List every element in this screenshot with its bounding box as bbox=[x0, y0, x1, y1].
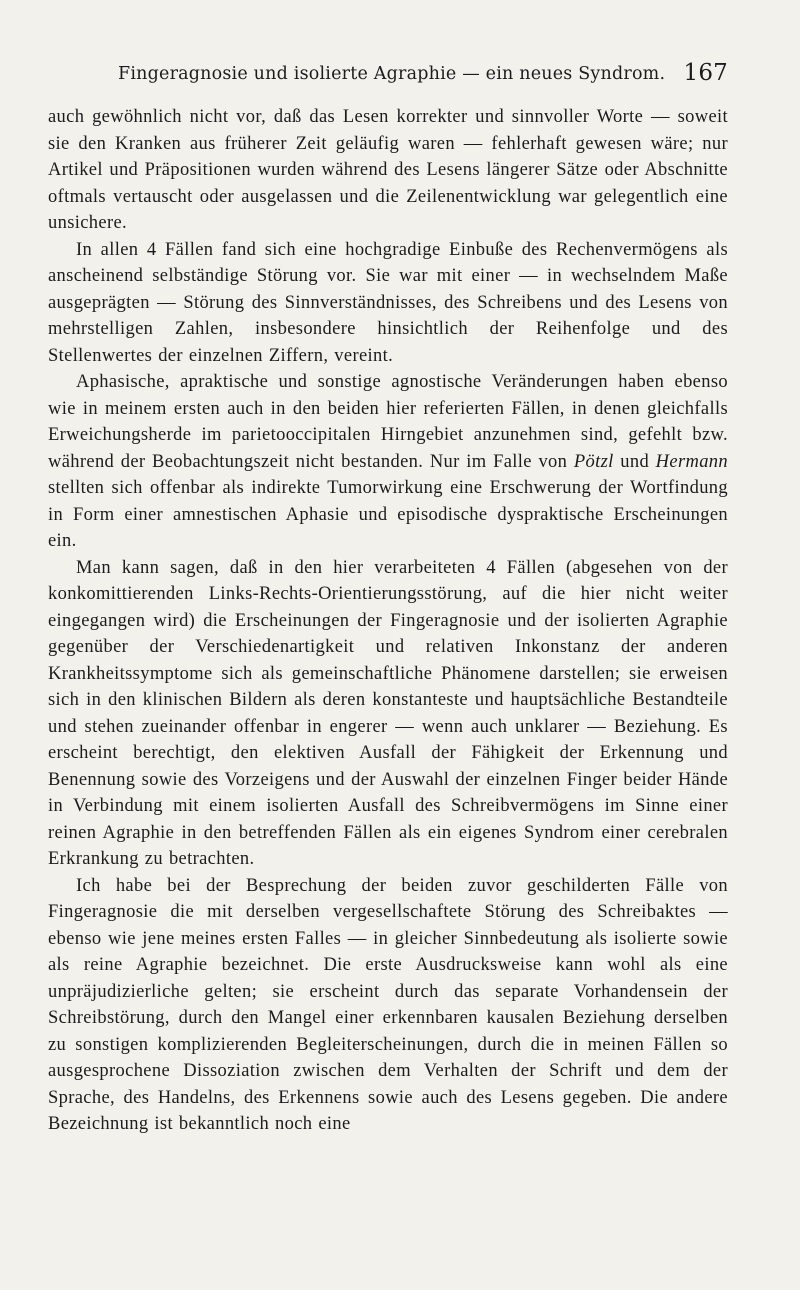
paragraph-3 bbox=[48, 369, 728, 555]
paragraph-2: In allen 4 Fällen fand sich eine hochgradige Einbuße des Rechenvermögens als anscheinend selbständige Störung vor. Sie war mit einer — in wechselndem Maße ausgeprägten — Störung des Sinnverständnisses, des Schreibens und des Lesens von mehrstelligen Zahlen, insbesondere hinsichtlich der Reihenfolge und des Stellenwertes der einzelnen Ziffern, vereint. bbox=[48, 239, 728, 366]
paragraph-3-mid: und bbox=[613, 451, 656, 472]
page-number: 167 bbox=[683, 60, 728, 86]
body-text bbox=[48, 104, 728, 1138]
paragraph-5: Ich habe bei der Besprechung der beiden zuvor geschilderten Fälle von Fingeragnosie die mit derselben vergesellschaftete Störung des Schreibaktes — ebenso wie jene meines ersten Falles — in gleicher Sinnbedeutung als isolierte sowie als reine Agraphie bezeichnet. Die erste Ausdrucksweise kann wohl als eine unpräjudizierliche gelten; sie erscheint durch das separate Vorhandensein der Schreibstörung, durch den Mangel einer erkennbaren kausalen Beziehung derselben zu sonstigen komplizierenden Begleiterscheinungen, durch die in meinen Fällen so ausgesprochene Dissoziation zwischen dem Verhalten der Schrift und dem der Sprache, des Handelns, des Erkennens sowie auch des Lesens gegeben. Die andere Bezeichnung ist bekanntlich noch eine bbox=[48, 875, 728, 1134]
paragraph-4: Man kann sagen, daß in den hier verarbeiteten 4 Fällen (abgesehen von der konkomittierenden Links-Rechts-Orientierungsstörung, auf die hier nicht weiter eingegangen wird) die Erscheinungen der Fingeragnosie und der isolierten Agraphie gegenüber der Verschiedenartigkeit und relativen Inkonstanz der anderen Krankheitssymptome sich als gemeinschaftliche Phänomene darstellen; sie erweisen sich in den klinischen Bildern als deren konstanteste und hauptsächliche Bestandteile und stehen zueinander offenbar in engerer — wenn auch unklarer — Beziehung. Es erscheint berechtigt, den elektiven Ausfall der Fähigkeit der Erkennung und Benennung sowie des Vorzeigens und der Auswahl der einzelnen Finger beider Hände in Verbindung mit einem isolierten Ausfall des Schreibvermögens im Sinne einer reinen Agraphie in den betreffenden Fällen als ein eigenes Syndrom einer cerebralen Erkrankung zu betrachten. bbox=[48, 557, 728, 869]
running-header bbox=[118, 60, 728, 92]
paragraph-1: auch gewöhnlich nicht vor, daß das Lesen korrekter und sinnvoller Worte — soweit sie den Kranken aus früherer Zeit geläufig waren — fehlerhaft gewesen wäre; nur Artikel und Präpositionen wurden während des Lesens längerer Sätze oder Abschnitte oftmals vertauscht oder ausgelassen und die Zeilenentwicklung war gelegentlich eine unsichere. bbox=[48, 107, 728, 233]
running-title: Fingeragnosie und isolierte Agraphie — ein neues Syndrom. bbox=[118, 64, 666, 84]
author-poetzl: Pötzl bbox=[573, 451, 614, 472]
paragraph-3-pre: Aphasische, apraktische und sonstige agnostische Veränderungen haben ebenso wie in meinem ersten auch in den beiden hier referierten Fällen, in denen gleichfalls Erweichungsherde im parietooccipitalen Hirngebiet anzunehmen sind, gefehlt bzw. während der Beobachtungszeit nicht bestanden. Nur im Falle von bbox=[48, 372, 728, 472]
author-hermann: Hermann bbox=[655, 451, 729, 472]
paragraph-3-post: stellten sich offenbar als indirekte Tumorwirkung eine Erschwerung der Wortfindung in Form einer amnestischen Aphasie und episodische dyspraktische Erscheinungen ein. bbox=[48, 478, 728, 551]
